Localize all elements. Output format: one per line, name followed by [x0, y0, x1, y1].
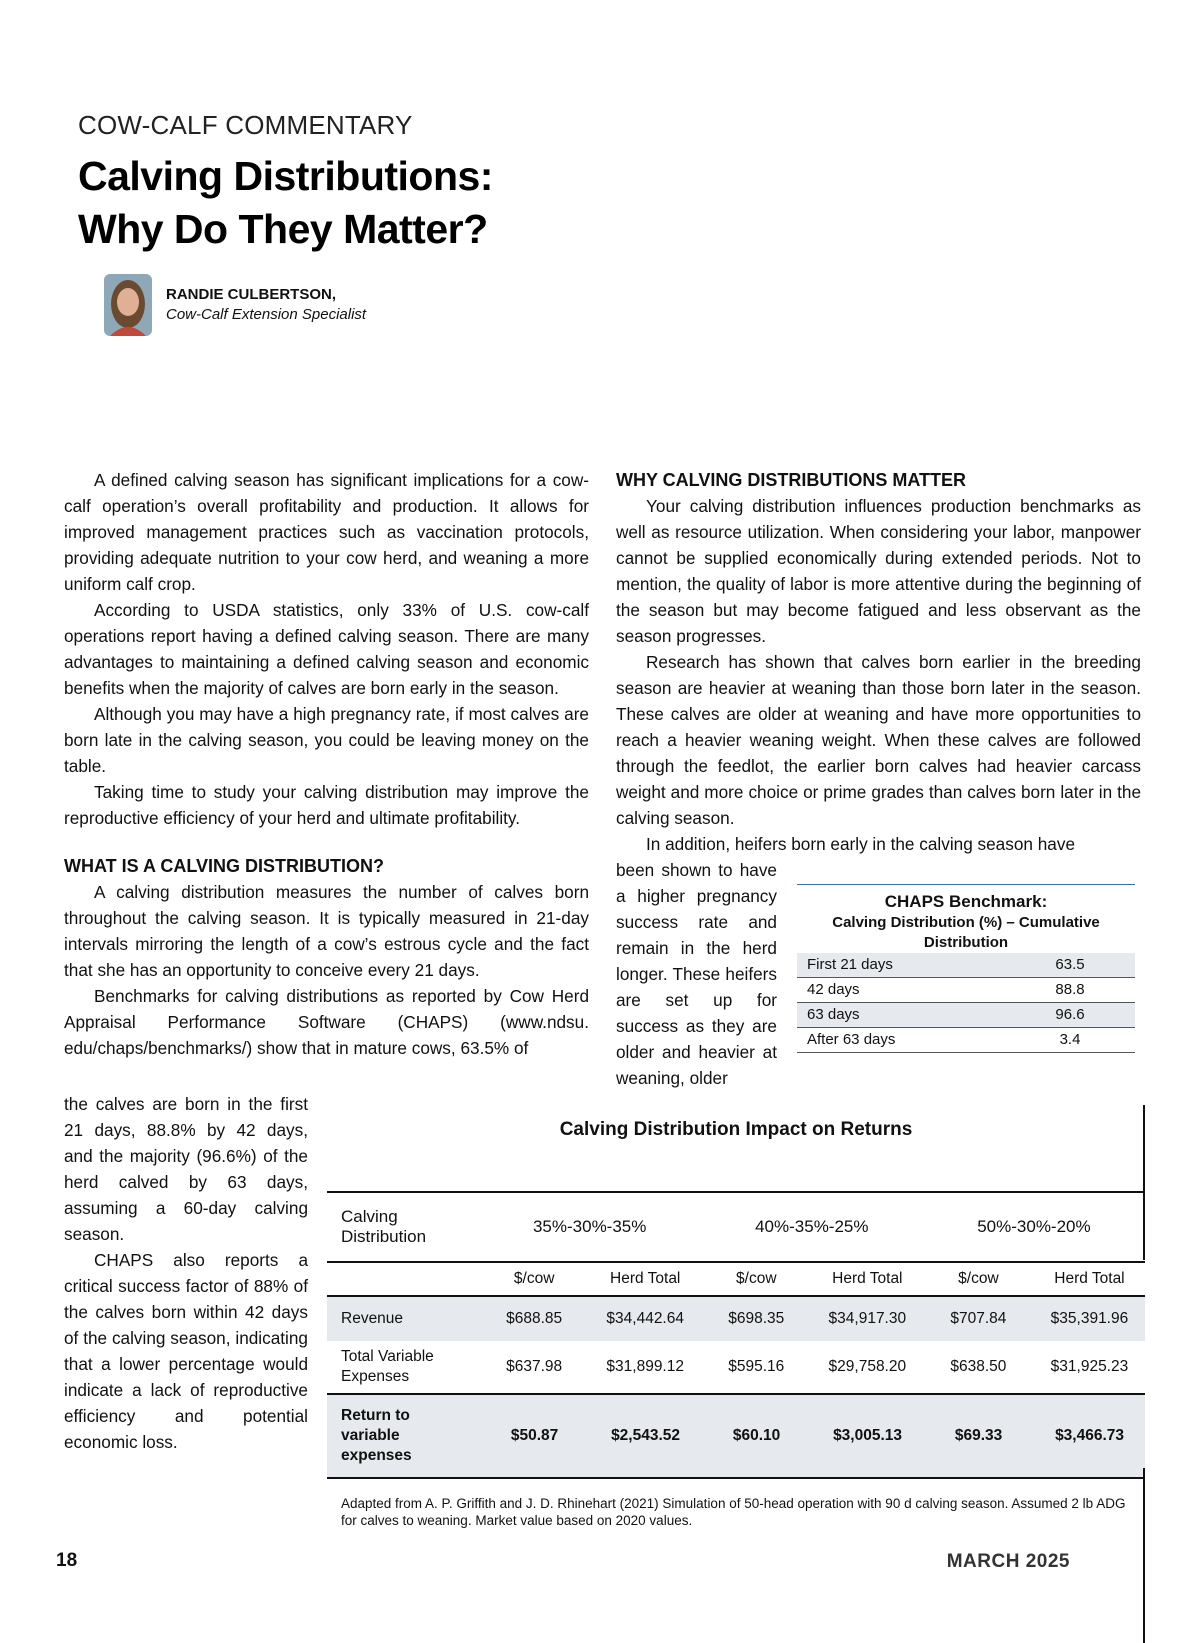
column-header-row	[327, 1263, 1145, 1297]
table-cell: $60.10	[732, 1427, 781, 1444]
body-paragraph: A calving distribution measures the number of calves born throughout the calving season. It is typically measured in 21-day intervals mirroring the length of a cow’s estrous cycle and the fact that she has an opportunity to conceive every 21 days.	[64, 882, 589, 980]
table-row	[327, 1341, 1145, 1395]
table-cell: $595.16	[728, 1358, 785, 1375]
body-paragraph: Although you may have a high pregnancy rate, if most calves are born late in the calving season, you could be leaving money on the table.	[64, 704, 589, 776]
table-cell: $34,917.30	[828, 1310, 907, 1327]
benchmark-value: 96.6	[1055, 1006, 1085, 1023]
body-paragraph: A defined calving season has significant implications for a cow-calf operation’s overall profitability and production. It allows for improved management practices such as vaccination protocols, providing adequate nutrition to your cow herd, and weaning a more uniform calf crop.	[64, 470, 589, 594]
section-heading: WHY CALVING DISTRIBUTIONS MATTER	[616, 470, 966, 490]
avatar	[104, 274, 152, 336]
table-cell: $637.98	[506, 1358, 563, 1375]
issue-date: MARCH 2025	[946, 1551, 1070, 1572]
author-name: RANDIE CULBERTSON,	[166, 286, 337, 303]
title-line-2: Why Do They Matter?	[78, 206, 488, 252]
left-column	[64, 467, 589, 1061]
benchmark-row	[797, 978, 1135, 1003]
table-cell: $3,466.73	[1055, 1427, 1125, 1444]
body-paragraph: been shown to have a higher pregnancy success rate and remain in the herd longer. These heifers are set up for success as they are older and heavier at weaning, older	[616, 860, 777, 1088]
benchmark-subtitle: Calving Distribution (%) – Cumulative Distribution	[832, 914, 1100, 951]
table-cell: $688.85	[506, 1310, 563, 1327]
body-paragraph: Your calving distribution influences production benchmarks as well as resource utilization. When considering your labor, manpower cannot be supplied economically during extended periods. Not to mention, the quality of labor is more attentive during the beginning of the season but may become fatigued and less observant as the season progresses.	[616, 496, 1141, 646]
table-cell: $31,899.12	[606, 1358, 684, 1375]
table-row	[327, 1395, 1145, 1479]
column-header: $/cow	[958, 1270, 999, 1287]
body-paragraph: In addition, heifers born early in the calving season have	[646, 834, 1075, 854]
body-paragraph: According to USDA statistics, only 33% of U.S. cow-calf operations report having a defined calving season. There are many advantages to maintaining a defined calving season and economic benefits when the majority of calves are born early in the season.	[64, 600, 589, 698]
benchmark-label: First 21 days	[807, 956, 893, 973]
byline	[104, 274, 366, 336]
table-cell: $34,442.64	[606, 1310, 684, 1327]
author-role: Cow-Calf Extension Specialist	[166, 306, 367, 323]
row-label: Return to variable expenses	[341, 1407, 412, 1464]
table-cell: $698.35	[728, 1310, 785, 1327]
section-heading: WHAT IS A CALVING DISTRIBUTION?	[64, 856, 384, 876]
impact-table-title: Calving Distribution Impact on Returns	[327, 1105, 1145, 1193]
column-header: Herd Total	[610, 1270, 681, 1287]
page-number: 18	[56, 1550, 78, 1571]
chaps-benchmark-table	[797, 884, 1135, 1053]
row-label: Total Variable Expenses	[341, 1348, 434, 1385]
table-cell: $35,391.96	[1050, 1310, 1129, 1327]
right-column	[616, 467, 1141, 857]
article-title	[78, 150, 493, 256]
table-footnote: Adapted from A. P. Griffith and J. D. Rhinehart (2021) Simulation of 50-head operation with 90 d calving season. Assumed 2 lb ADG for calves to weaning. Market value based on 2020 values.	[341, 1496, 1126, 1528]
body-paragraph: CHAPS also reports a critical success factor of 88% of the calves born within 42 days of the calving season, indicating that a lower percentage would indicate a lack of reproductive efficiency and potential economic loss.	[64, 1250, 308, 1452]
body-paragraph: Research has shown that calves born earlier in the breeding season are heavier at weaning than those born later in the season. These calves are older at weaning and have more opportunities to reach a heavier weaning weight. When these calves are followed through the feedlot, the earlier born calves had heavier carcass weight and more choice or prime grades than calves born later in the calving season.	[616, 652, 1141, 828]
benchmark-label: 63 days	[807, 1006, 860, 1023]
distribution-label: Calving Distribution	[341, 1207, 427, 1246]
distribution-row	[327, 1193, 1145, 1263]
left-narrow-column	[64, 1091, 308, 1455]
table-cell: $638.50	[950, 1358, 1007, 1375]
title-line-1: Calving Distributions:	[78, 153, 493, 199]
distribution-scenario: 35%-30%-35%	[532, 1217, 647, 1236]
benchmark-label: After 63 days	[807, 1031, 896, 1048]
benchmark-row	[797, 1003, 1135, 1028]
column-header: $/cow	[513, 1270, 555, 1287]
table-cell: $50.87	[510, 1427, 559, 1444]
benchmark-value: 3.4	[1059, 1031, 1081, 1048]
impact-table	[327, 1105, 1145, 1529]
table-cell: $2,543.52	[611, 1427, 681, 1444]
benchmark-row	[797, 1028, 1135, 1053]
author-info	[166, 285, 366, 325]
column-header: $/cow	[736, 1270, 777, 1287]
body-paragraph: Taking time to study your calving distribution may improve the reproductive efficiency of your herd and ultimate profitability.	[64, 782, 589, 828]
benchmark-row	[797, 953, 1135, 978]
column-header: Herd Total	[1054, 1270, 1125, 1287]
table-cell: $69.33	[954, 1427, 1003, 1444]
table-cell: $3,005.13	[833, 1427, 903, 1444]
row-label: Revenue	[341, 1310, 404, 1327]
section-kicker: COW-CALF COMMENTARY	[78, 110, 413, 140]
distribution-scenario: 40%-35%-25%	[755, 1217, 869, 1236]
body-paragraph: the calves are born in the first 21 days, 88.8% by 42 days, and the majority (96.6%) of the herd calved by 63 days, assuming a 60-day calving season.	[64, 1094, 308, 1244]
table-cell: $29,758.20	[828, 1358, 907, 1375]
table-cell: $707.84	[950, 1310, 1007, 1327]
column-header: Herd Total	[832, 1270, 903, 1287]
body-paragraph: Benchmarks for calving distributions as reported by Cow Herd Appraisal Performance Software (CHAPS) (www.ndsu. edu/chaps/benchmarks/) show that in mature cows, 63.5% of	[64, 986, 589, 1058]
benchmark-value: 88.8	[1055, 981, 1085, 998]
distribution-scenario: 50%-30%-20%	[977, 1217, 1091, 1236]
benchmark-value: 63.5	[1055, 956, 1085, 973]
table-row	[327, 1297, 1145, 1341]
benchmark-title: CHAPS Benchmark:	[884, 892, 1048, 911]
benchmark-label: 42 days	[807, 981, 860, 998]
right-narrow-column	[616, 857, 777, 1091]
table-cell: $31,925.23	[1050, 1358, 1129, 1375]
